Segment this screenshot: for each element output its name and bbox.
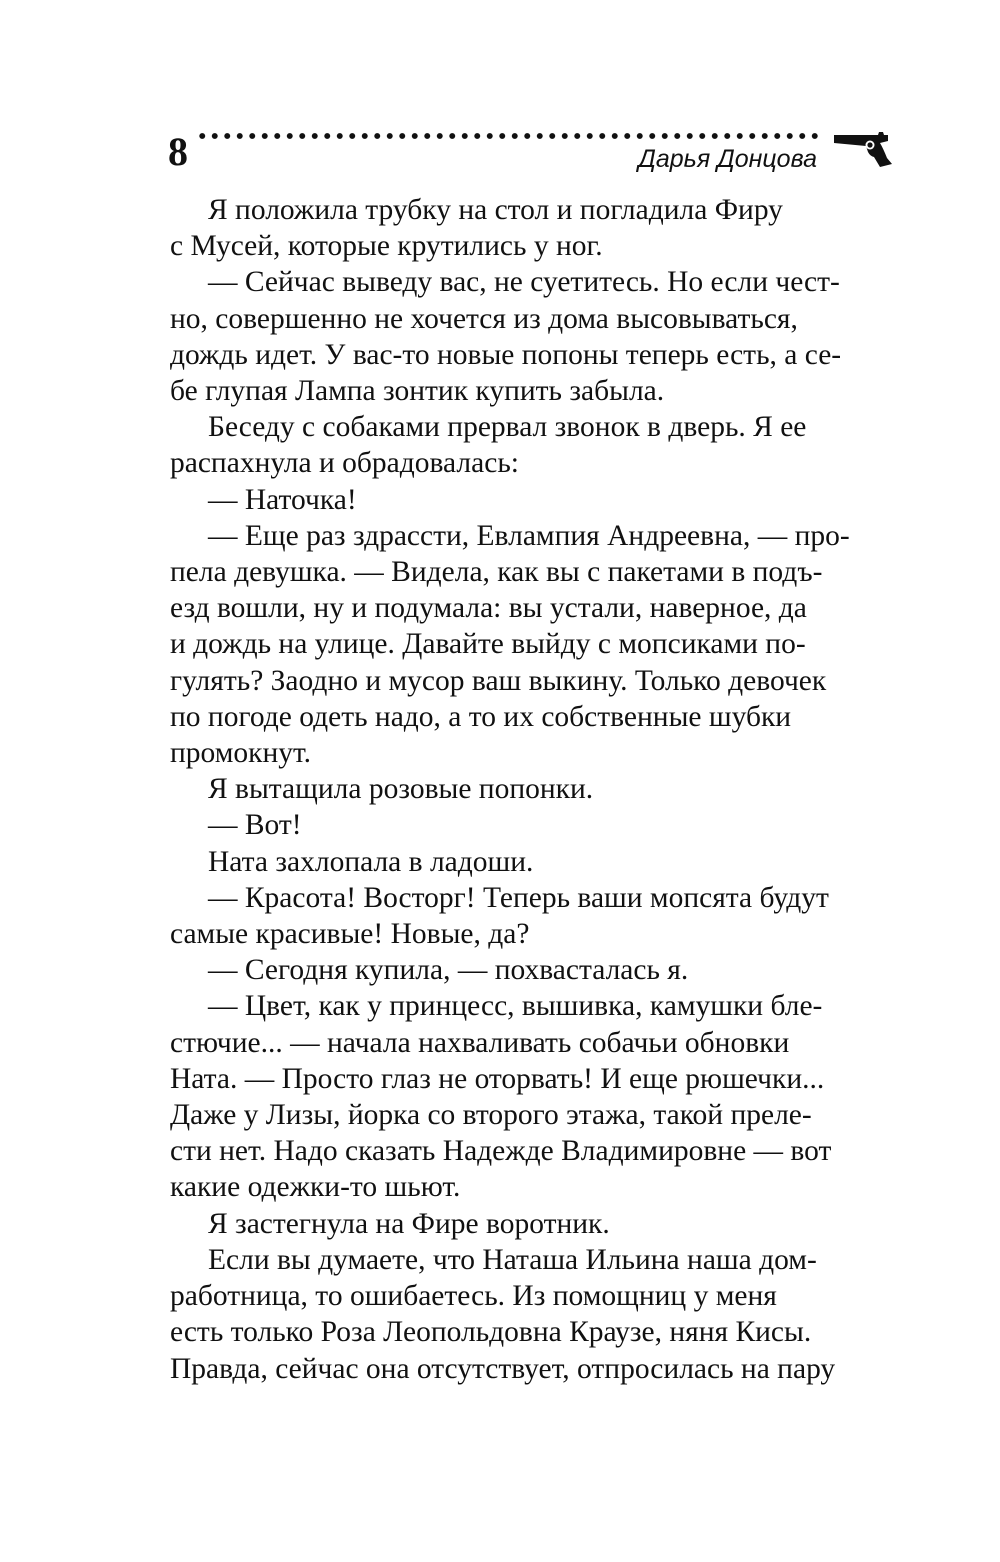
paragraph: — Наточка! [208,483,357,516]
paragraph: — Цвет, как у принцесс, вышивка, камушки бле- стючие... — начала нахваливать собачьи обновки Ната. — Просто глаз не оторвать! И еще рюшечки... Даже у Лизы, йорка со второго этажа, такой преле- сти нет. Надо сказать Надежде Владимировне — вот какие одежки-то шьют. [170,990,832,1204]
paragraph: — Сейчас выведу вас, не суетитесь. Но если чест- но, совершенно не хочется из дома высовываться, дождь идет. У вас-то новые попоны теперь есть, а се- бе глупая Лампа зонтик купить забыла. [170,266,842,408]
dot-leader [196,131,821,141]
paragraph: — Красота! Восторг! Теперь ваши мопсята будут самые красивые! Новые, да? [170,881,829,951]
paragraph: Я застегнула на Фире воротник. [208,1207,610,1240]
paragraph: — Вот! [208,809,302,842]
paragraph: Я положила трубку на стол и погладила Фиру с Мусей, которые крутились у ног. [170,194,783,263]
body-text [170,192,894,1387]
paragraph: Я вытащила розовые попонки. [208,773,594,806]
running-head-author: Дарья Донцова [638,145,817,173]
revolver-icon [830,126,894,170]
page-number: 8 [168,129,188,174]
paragraph: Ната захлопала в ладоши. [208,845,534,878]
paragraph: Беседу с собаками прервал звонок в дверь. Я ее распахнула и обрадовалась: [170,411,807,480]
paragraph: Если вы думаете, что Наташа Ильина наша дом- работница, то ошибаетесь. Из помощниц у меня есть только Роза Леопольдовна Краузе, няня Кисы. Правда, сейчас она отсутствует, отпросилась на пару [170,1243,836,1385]
paragraph: — Сегодня купила, — похвасталась я. [208,954,689,987]
paragraph: — Еще раз здрассти, Евлампия Андреевна, — про- пела девушка. — Видела, как вы с пакетами в подъ- езд вошли, ну и подумала: вы устали, наверное, да и дождь на улице. Давайте выйду с мопсиками по- гулять? Заодно и мусор ваш выкину. Только девочек по погоде одеть надо, а то их собственные шубки промокнут. [170,519,850,770]
